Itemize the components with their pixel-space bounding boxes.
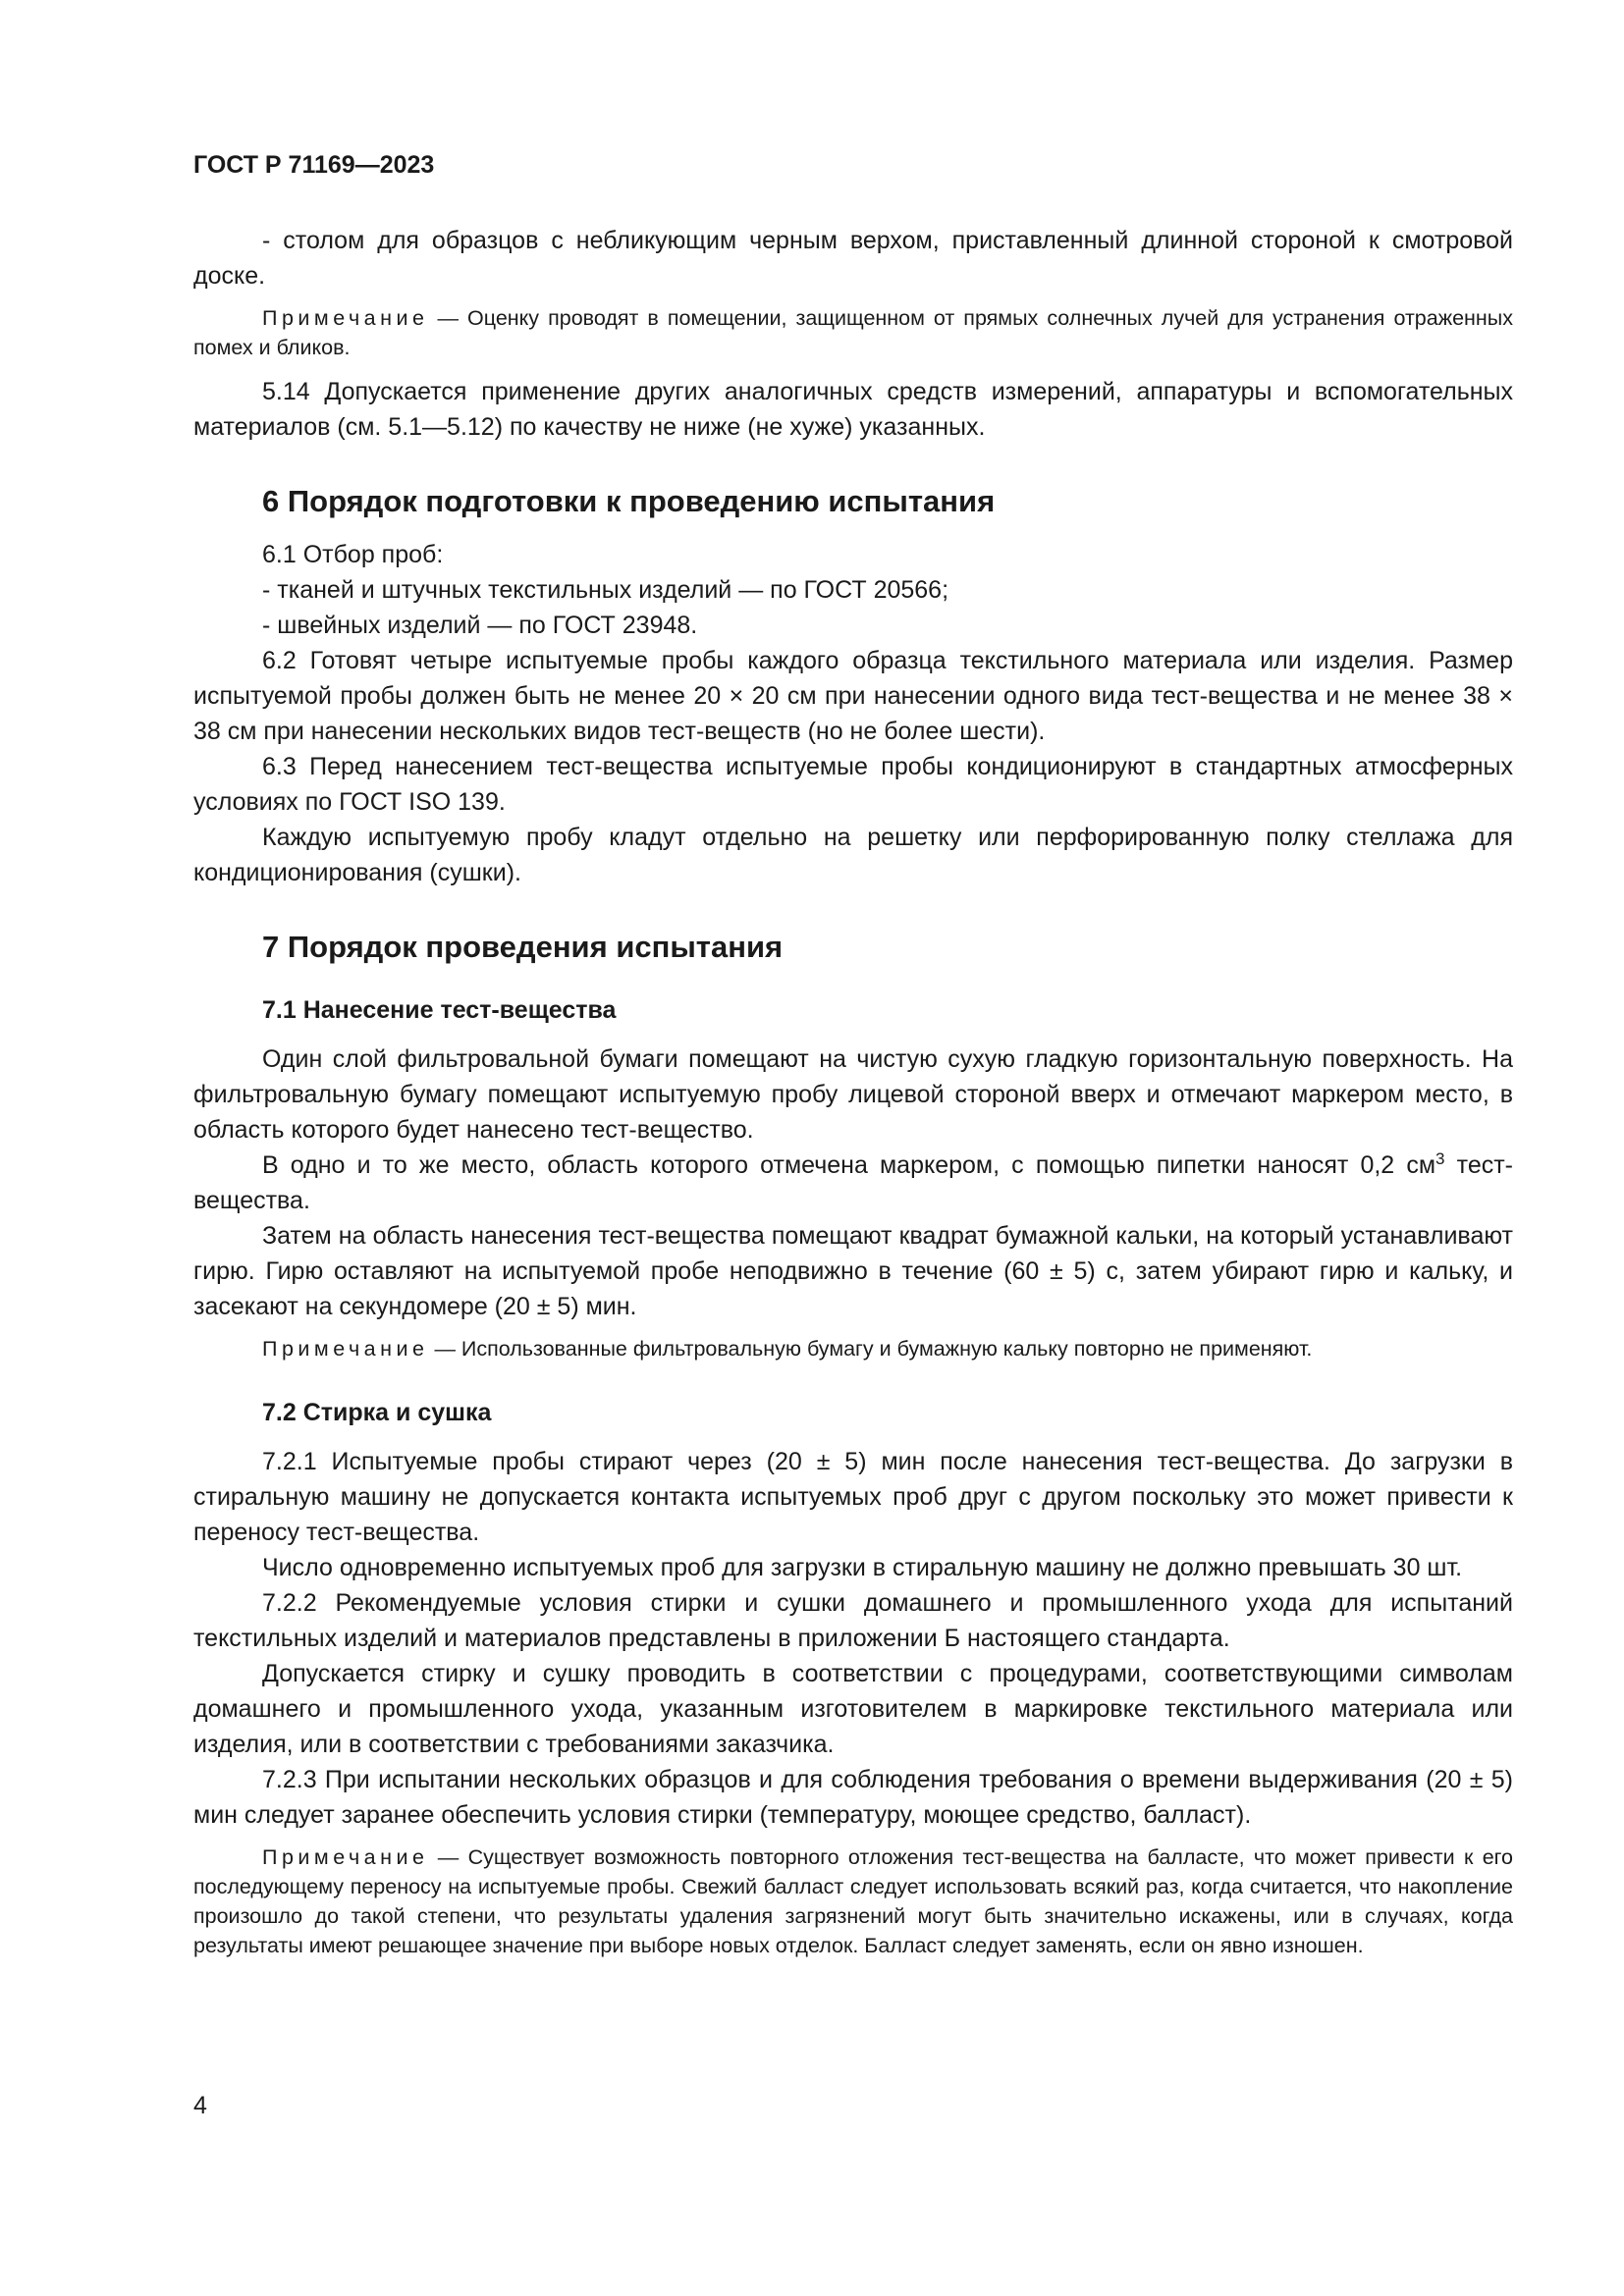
note-lighting: [193, 303, 1513, 362]
pipette-text: В одно и то же место, область которого отмечена маркером, с помощью пипетки наносят 0,2 см: [262, 1151, 1436, 1179]
note-text: — Существует возможность повторного отложения тест-вещества на балласте, что может привести к его последующему переносу на испытуемые пробы. Свежий балласт следует использовать всякий раз, когда считается, что накопление произошло до такой степени, что результаты удаления загрязнений могут быть значительно искажены, или в случаях, когда результаты имеют решающее значение при выборе новых отделок. Балласт следует заменять, если он явно изношен.: [193, 1845, 1513, 1957]
note-label: Примечание: [262, 1337, 429, 1361]
paragraph-6-3: 6.3 Перед нанесением тест-вещества испытуемые пробы кондиционируют в стандартных атмосферных условиях по ГОСТ ISO 139.: [193, 753, 1513, 816]
paragraph-7-2-1-load: Число одновременно испытуемых проб для загрузки в стиральную машину не должно превышать 30 шт.: [262, 1554, 1463, 1581]
paragraph-table-description: - столом для образцов с небликующим черным верхом, приставленный длинной стороной к смотровой доске.: [193, 227, 1513, 290]
paragraph-7-1-filter-paper: Один слой фильтровальной бумаги помещают на чистую сухую гладкую горизонтальную поверхность. На фильтровальную бумагу помещают испытуемую пробу лицевой стороной вверх и отмечают маркером место, в область которого будет нанесено тест-вещество.: [193, 1045, 1513, 1144]
list-item-fabrics: - тканей и штучных текстильных изделий — по ГОСТ 20566;: [262, 576, 949, 604]
pipette-text-end: тест-вещества.: [193, 1151, 1513, 1214]
note-label: Примечание: [262, 1845, 429, 1869]
list-item-garments: - швейных изделий — по ГОСТ 23948.: [262, 612, 698, 639]
paragraph-5-14: 5.14 Допускается применение других аналогичных средств измерений, аппаратуры и вспомогательных материалов (см. 5.1—5.12) по качеству не ниже (не хуже) указанных.: [193, 378, 1513, 441]
paragraph-6-3-conditioning: Каждую испытуемую пробу кладут отдельно на решетку или перфорированную полку стеллажа для кондиционирования (сушки).: [193, 824, 1513, 886]
paragraph-7-2-2: 7.2.2 Рекомендуемые условия стирки и сушки домашнего и промышленного ухода для испытаний текстильных изделий и материалов представлены в приложении Б настоящего стандарта.: [193, 1589, 1513, 1652]
note-label: Примечание: [262, 306, 429, 330]
paragraph-7-2-2-care: Допускается стирку и сушку проводить в соответствии с процедурами, соответствующими символам домашнего и промышленного ухода, указанным изготовителем в маркировке текстильного материала или изделия, или в соответствии с требованиями заказчика.: [193, 1660, 1513, 1758]
paragraph-6-2: 6.2 Готовят четыре испытуемые пробы каждого образца текстильного материала или изделия. Размер испытуемой пробы должен быть не менее 20 × 20 см при нанесении одного вида тест-вещества и не менее 38 × 38 см при нанесении нескольких видов тест-веществ (но не более шести).: [193, 647, 1513, 745]
paragraph-7-2-1: 7.2.1 Испытуемые пробы стирают через (20 ± 5) мин после нанесения тест-вещества. До загрузки в стиральную машину не допускается контакта испытуемых проб друг с другом поскольку это может привести к переносу тест-вещества.: [193, 1448, 1513, 1546]
page-content: [193, 223, 1513, 1960]
subsection-7-1-heading: 7.1 Нанесение тест-вещества: [262, 996, 617, 1024]
section-7-heading: 7 Порядок проведения испытания: [262, 930, 784, 964]
section-6-heading: 6 Порядок подготовки к проведению испытания: [262, 484, 996, 518]
note-ballast: [193, 1842, 1513, 1960]
paragraph-7-1-weight: Затем на область нанесения тест-вещества помещают квадрат бумажной кальки, на который устанавливают гирю. Гирю оставляют на испытуемой пробе неподвижно в течение (60 ± 5) с, затем убирают гирю и кальку, и засекают на секундомере (20 ± 5) мин.: [193, 1222, 1513, 1320]
subsection-7-2-heading: 7.2 Стирка и сушка: [262, 1399, 492, 1426]
note-text: — Использованные фильтровальную бумагу и бумажную кальку повторно не применяют.: [434, 1337, 1313, 1361]
paragraph-7-2-3: 7.2.3 При испытании нескольких образцов и для соблюдения требования о времени выдерживания (20 ± 5) мин следует заранее обеспечить условия стирки (температуру, моющее средство, балласт).: [193, 1766, 1513, 1829]
superscript-3: 3: [1435, 1149, 1445, 1168]
note-reuse: [193, 1334, 1513, 1363]
document-header: ГОСТ Р 71169—2023: [193, 151, 435, 179]
paragraph-6-1: 6.1 Отбор проб:: [262, 541, 444, 568]
paragraph-7-1-pipette: [193, 1148, 1513, 1218]
note-text: — Оценку проводят в помещении, защищенном от прямых солнечных лучей для устранения отраженных помех и бликов.: [193, 306, 1513, 359]
page-number: 4: [193, 2092, 207, 2119]
